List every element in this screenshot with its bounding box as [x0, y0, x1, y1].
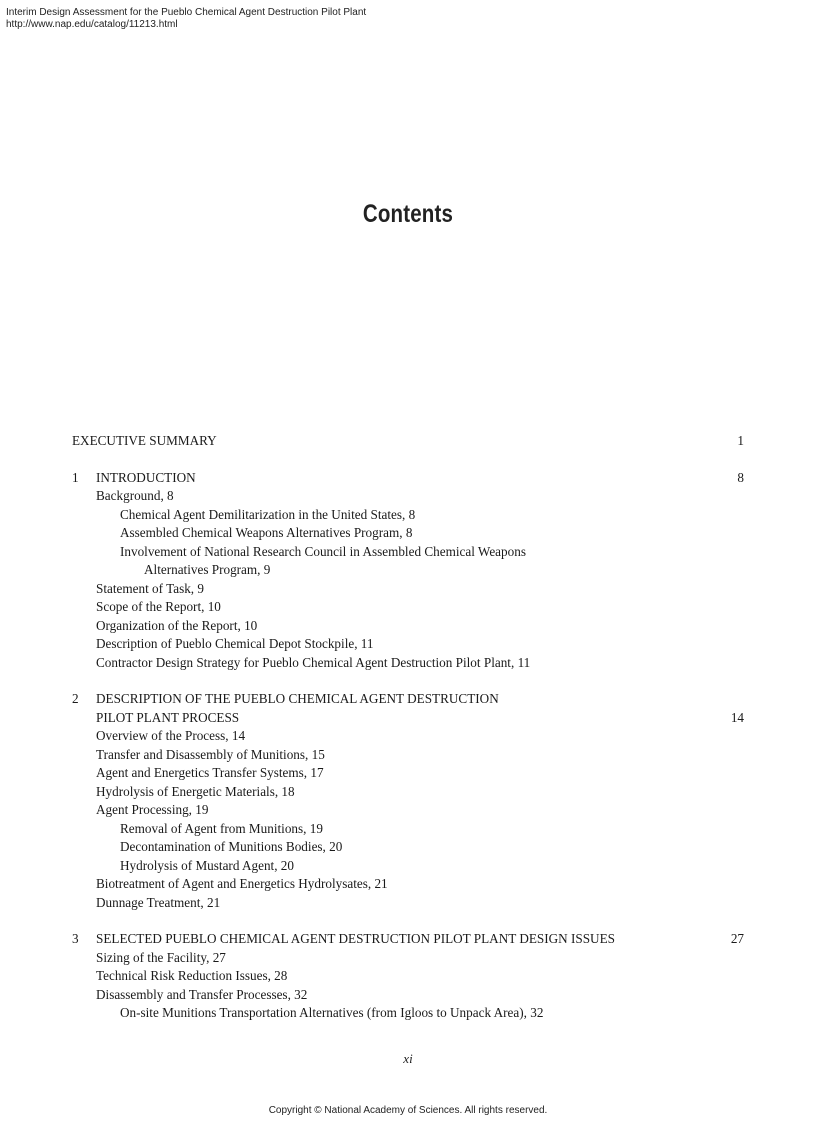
chapter-title: DESCRIPTION OF THE PUEBLO CHEMICAL AGENT DESTRUCTION — [96, 691, 499, 706]
toc-item: Contractor Design Strategy for Pueblo Chemical Agent Destruction Pilot Plant, 11 — [96, 654, 531, 670]
chapter-number: 2 — [72, 691, 79, 706]
toc-item: Scope of the Report, 10 — [96, 599, 221, 614]
toc-item: Background, 8 — [96, 488, 174, 503]
toc-item: Technical Risk Reduction Issues, 28 — [96, 968, 288, 983]
toc-item: Sizing of the Facility, 27 — [96, 949, 226, 965]
toc-item: Chemical Agent Demilitarization in the United States, 8 — [120, 506, 416, 522]
toc-item: Decontamination of Munitions Bodies, 20 — [120, 839, 343, 854]
chapter-number: 1 — [72, 469, 79, 485]
page-title: Contents — [362, 200, 454, 228]
toc-item: Overview of the Process, 14 — [96, 728, 246, 743]
chapter-title-continued: PILOT PLANT PROCESS — [96, 709, 240, 725]
toc-entry-page: 1 — [737, 433, 744, 448]
toc-item: Agent Processing, 19 — [96, 802, 209, 817]
toc-item: Assembled Chemical Weapons Alternatives Program, 8 — [120, 525, 413, 540]
chapter-page: 8 — [737, 469, 744, 485]
toc-item: Hydrolysis of Energetic Materials, 18 — [96, 783, 295, 799]
header-title: Interim Design Assessment for the Pueblo Chemical Agent Destruction Pilot Plant — [6, 7, 367, 18]
toc-item: Agent and Energetics Transfer Systems, 17 — [96, 765, 324, 780]
toc-item: Organization of the Report, 10 — [96, 617, 258, 633]
toc-entry-executive-summary — [72, 432, 744, 451]
chapter-title: SELECTED PUEBLO CHEMICAL AGENT DESTRUCTION PILOT PLANT DESIGN ISSUES — [96, 931, 615, 946]
copyright-footer: Copyright © National Academy of Sciences. All rights reserved. — [268, 1105, 548, 1116]
toc-item: Involvement of National Research Council in Assembled Chemical Weapons — [120, 543, 526, 559]
toc-item: Biotreatment of Agent and Energetics Hydrolysates, 21 — [96, 876, 388, 891]
toc-item: On-site Munitions Transportation Alternatives (from Igloos to Unpack Area), 32 — [120, 1005, 544, 1020]
toc-chapter-2-continued — [72, 709, 744, 728]
toc-item: Hydrolysis of Mustard Agent, 20 — [120, 857, 294, 873]
toc-item: Dunnage Treatment, 21 — [96, 894, 221, 910]
document-header — [6, 7, 366, 30]
toc-chapter-2 — [72, 690, 744, 709]
toc-item-continuation: Alternatives Program, 9 — [144, 562, 271, 577]
table-of-contents — [72, 432, 744, 1023]
header-url: http://www.nap.edu/catalog/11213.html — [6, 18, 178, 30]
page-number: xi — [403, 1051, 413, 1066]
toc-item: Removal of Agent from Munitions, 19 — [120, 820, 323, 836]
toc-item: Disassembly and Transfer Processes, 32 — [96, 986, 308, 1002]
toc-item: Statement of Task, 9 — [96, 580, 204, 596]
toc-chapter-3 — [72, 930, 744, 949]
chapter-title: INTRODUCTION — [96, 469, 196, 485]
toc-entry-label: EXECUTIVE SUMMARY — [72, 433, 217, 448]
toc-item: Transfer and Disassembly of Munitions, 15 — [96, 746, 325, 762]
chapter-number: 3 — [72, 931, 79, 946]
toc-chapter-1 — [72, 469, 744, 488]
chapter-page: 27 — [730, 931, 744, 946]
chapter-page: 14 — [730, 709, 744, 725]
page-title-wrap — [0, 200, 816, 229]
toc-item: Description of Pueblo Chemical Depot Stockpile, 11 — [96, 636, 374, 651]
